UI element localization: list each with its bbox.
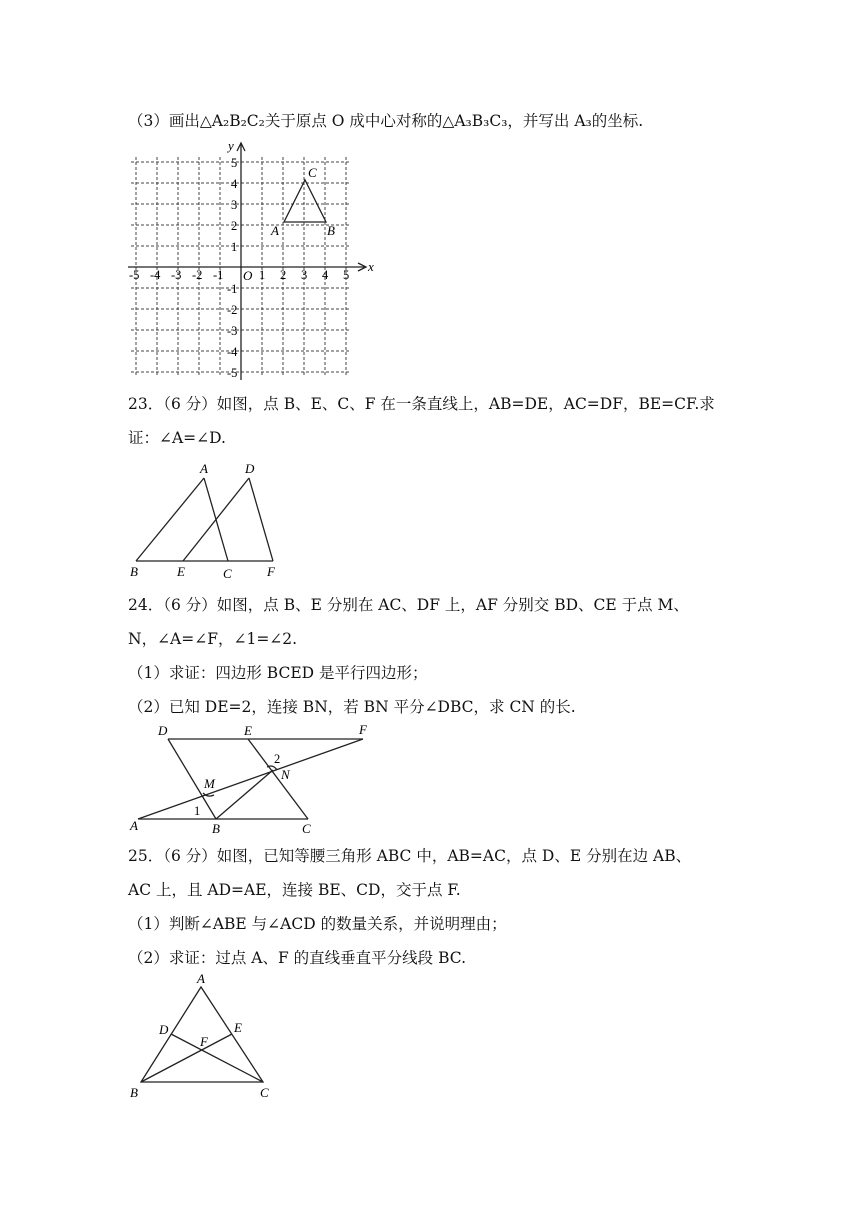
y-tick-label: 4	[231, 177, 238, 191]
fig23-label-f: F	[267, 564, 275, 579]
fig25-label-a: A	[197, 971, 205, 986]
y-axis-label: y	[228, 140, 234, 153]
fig24-label-m: M	[204, 776, 215, 791]
fig24-label-f: F	[359, 722, 367, 737]
fig25-label-d: D	[159, 1022, 169, 1037]
fig24-label-c: C	[302, 821, 311, 836]
fig25-label-e: E	[234, 1020, 242, 1035]
fig23-label-b: B	[130, 564, 138, 579]
fig25-label-c: C	[260, 1085, 269, 1100]
fig24-label-d: D	[158, 723, 168, 738]
y-tick-label: -5	[227, 366, 238, 380]
x-tick-label: -4	[150, 268, 161, 282]
x-tick-label: 5	[343, 268, 350, 282]
q25-part2: （2）求证：过点 A、F 的直线垂直平分线段 BC.	[128, 949, 467, 967]
x-tick-label: 3	[301, 268, 308, 282]
point-a-label: A	[271, 223, 279, 238]
fig23-label-c: C	[223, 566, 232, 581]
q24-line2: N，∠A=∠F，∠1=∠2.	[128, 630, 298, 648]
q25-part1: （1）判断∠ABE 与∠ACD 的数量关系，并说明理由；	[128, 915, 507, 933]
q24-part2: （2）已知 DE=2，连接 BN，若 BN 平分∠DBC，求 CN 的长.	[128, 698, 576, 716]
x-tick-label: -3	[171, 268, 182, 282]
y-tick-label: -3	[227, 324, 238, 338]
x-axis-label: x	[368, 259, 374, 274]
q24-part1: （1）求证：四边形 BCED 是平行四边形；	[128, 664, 428, 682]
fig24-label-a: A	[130, 818, 138, 833]
fig23-label-e: E	[177, 564, 185, 579]
q25-line2: AC 上，且 AD=AE，连接 BE、CD，交于点 F.	[128, 881, 461, 899]
q23-line2: 证：∠A=∠D.	[128, 429, 226, 447]
fig24-label-n: N	[281, 767, 290, 782]
y-tick-label: 5	[231, 156, 238, 170]
x-tick-label: -2	[192, 268, 203, 282]
fig24-label-e: E	[244, 723, 252, 738]
fig25-label-b: B	[130, 1085, 138, 1100]
x-tick-label: -5	[129, 268, 140, 282]
y-tick-label: -2	[227, 303, 238, 317]
y-tick-label: -1	[227, 282, 238, 296]
y-tick-label: 2	[231, 219, 238, 233]
figure-25	[128, 970, 278, 1105]
fig23-label-a: A	[200, 461, 208, 476]
point-b-label: B	[327, 223, 335, 238]
x-tick-label: -1	[213, 268, 224, 282]
fig24-label-b: B	[212, 821, 220, 836]
figure-24	[128, 720, 378, 840]
q25-line1: 25．（6 分）如图，已知等腰三角形 ABC 中，AB=AC，点 D、E 分别在边 AB、	[128, 847, 692, 865]
triangle-abc	[284, 180, 326, 222]
coordinate-grid-figure	[128, 140, 378, 385]
x-tick-label: 2	[280, 268, 287, 282]
fig24-angle-2: 2	[274, 752, 281, 766]
fig25-label-f: F	[200, 1034, 208, 1049]
x-tick-label: 4	[322, 268, 329, 282]
y-tick-label: 1	[231, 240, 238, 254]
q24-line1: 24．（6 分）如图，点 B、E 分别在 AC、DF 上，AF 分别交 BD、CE 于点 M、	[128, 596, 689, 614]
figure-23	[128, 458, 288, 583]
y-tick-label: -4	[227, 345, 238, 359]
y-tick-label: 3	[231, 198, 238, 212]
q23-line1: 23．（6 分）如图，点 B、E、C、F 在一条直线上，AB=DE，AC=DF，BE=CF.求	[128, 395, 715, 413]
q22-part3-text: （3）画出△A₂B₂C₂关于原点 O 成中心对称的△A₃B₃C₃，并写出 A₃的坐标.	[128, 112, 644, 130]
point-c-label: C	[308, 165, 317, 180]
fig24-angle-1: 1	[194, 804, 201, 818]
origin-label: O	[243, 268, 253, 283]
x-tick-label: 1	[259, 268, 266, 282]
fig23-label-d: D	[245, 461, 255, 476]
